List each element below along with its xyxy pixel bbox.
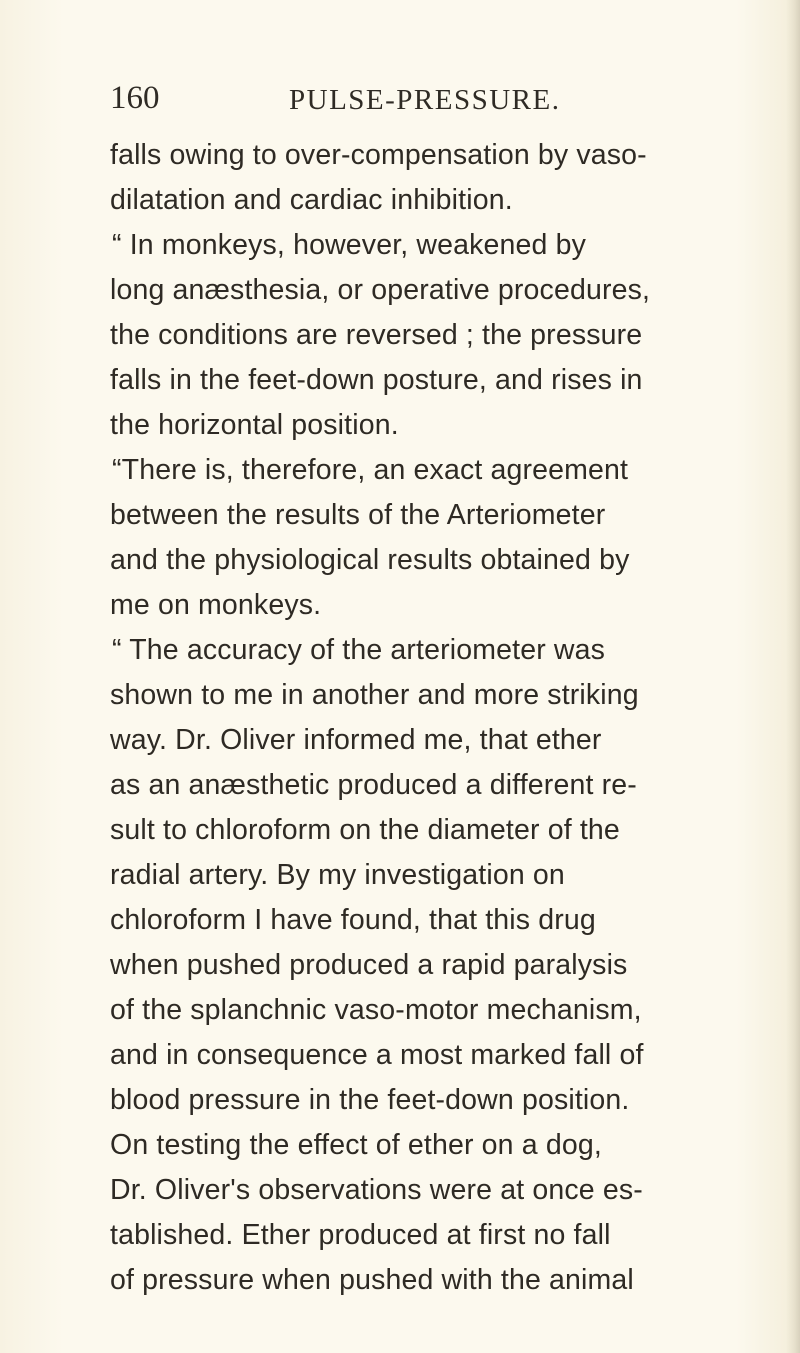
text-line: “ In monkeys, however, weakened by xyxy=(112,229,587,261)
text-line: shown to me in another and more striking xyxy=(110,679,639,711)
text-line: tablished. Ether produced at first no fall xyxy=(110,1219,611,1251)
text-line: “There is, therefore, an exact agreement xyxy=(112,454,629,486)
text-line: and in consequence a most marked fall of xyxy=(110,1039,644,1071)
text-line: Dr. Oliver's observations were at once es- xyxy=(110,1174,643,1206)
text-line: when pushed produced a rapid paralysis xyxy=(110,949,628,981)
text-line: radial artery. By my investigation on xyxy=(110,859,565,891)
text-line: and the physiological results obtained by xyxy=(110,544,630,576)
text-line: the horizontal position. xyxy=(110,409,399,441)
page-header xyxy=(110,78,750,118)
text-line: dilatation and cardiac inhibition. xyxy=(110,184,513,216)
page-number: 160 xyxy=(110,80,160,116)
text-line: blood pressure in the feet-down position. xyxy=(110,1084,630,1116)
text-line: of the splanchnic vaso-motor mechanism, xyxy=(110,994,642,1026)
text-line: me on monkeys. xyxy=(110,589,322,621)
text-line: sult to chloroform on the diameter of the xyxy=(110,814,620,846)
text-line: the conditions are reversed ; the pressure xyxy=(110,319,643,351)
text-line: as an anæsthetic produced a different re- xyxy=(110,769,637,801)
text-line: “ The accuracy of the arteriometer was xyxy=(112,634,606,666)
text-line: long anæsthesia, or operative procedures, xyxy=(110,274,651,306)
text-line: way. Dr. Oliver informed me, that ether xyxy=(110,724,602,756)
text-line: falls owing to over-compensation by vaso- xyxy=(110,139,647,171)
text-line: On testing the effect of ether on a dog, xyxy=(110,1129,602,1161)
text-line: of pressure when pushed with the animal xyxy=(110,1264,634,1296)
text-line: chloroform I have found, that this drug xyxy=(110,904,596,936)
text-line: falls in the feet-down posture, and rises in xyxy=(110,364,643,396)
text-line: between the results of the Arteriometer xyxy=(110,499,606,531)
running-head: PULSE-PRESSURE. xyxy=(289,84,561,116)
